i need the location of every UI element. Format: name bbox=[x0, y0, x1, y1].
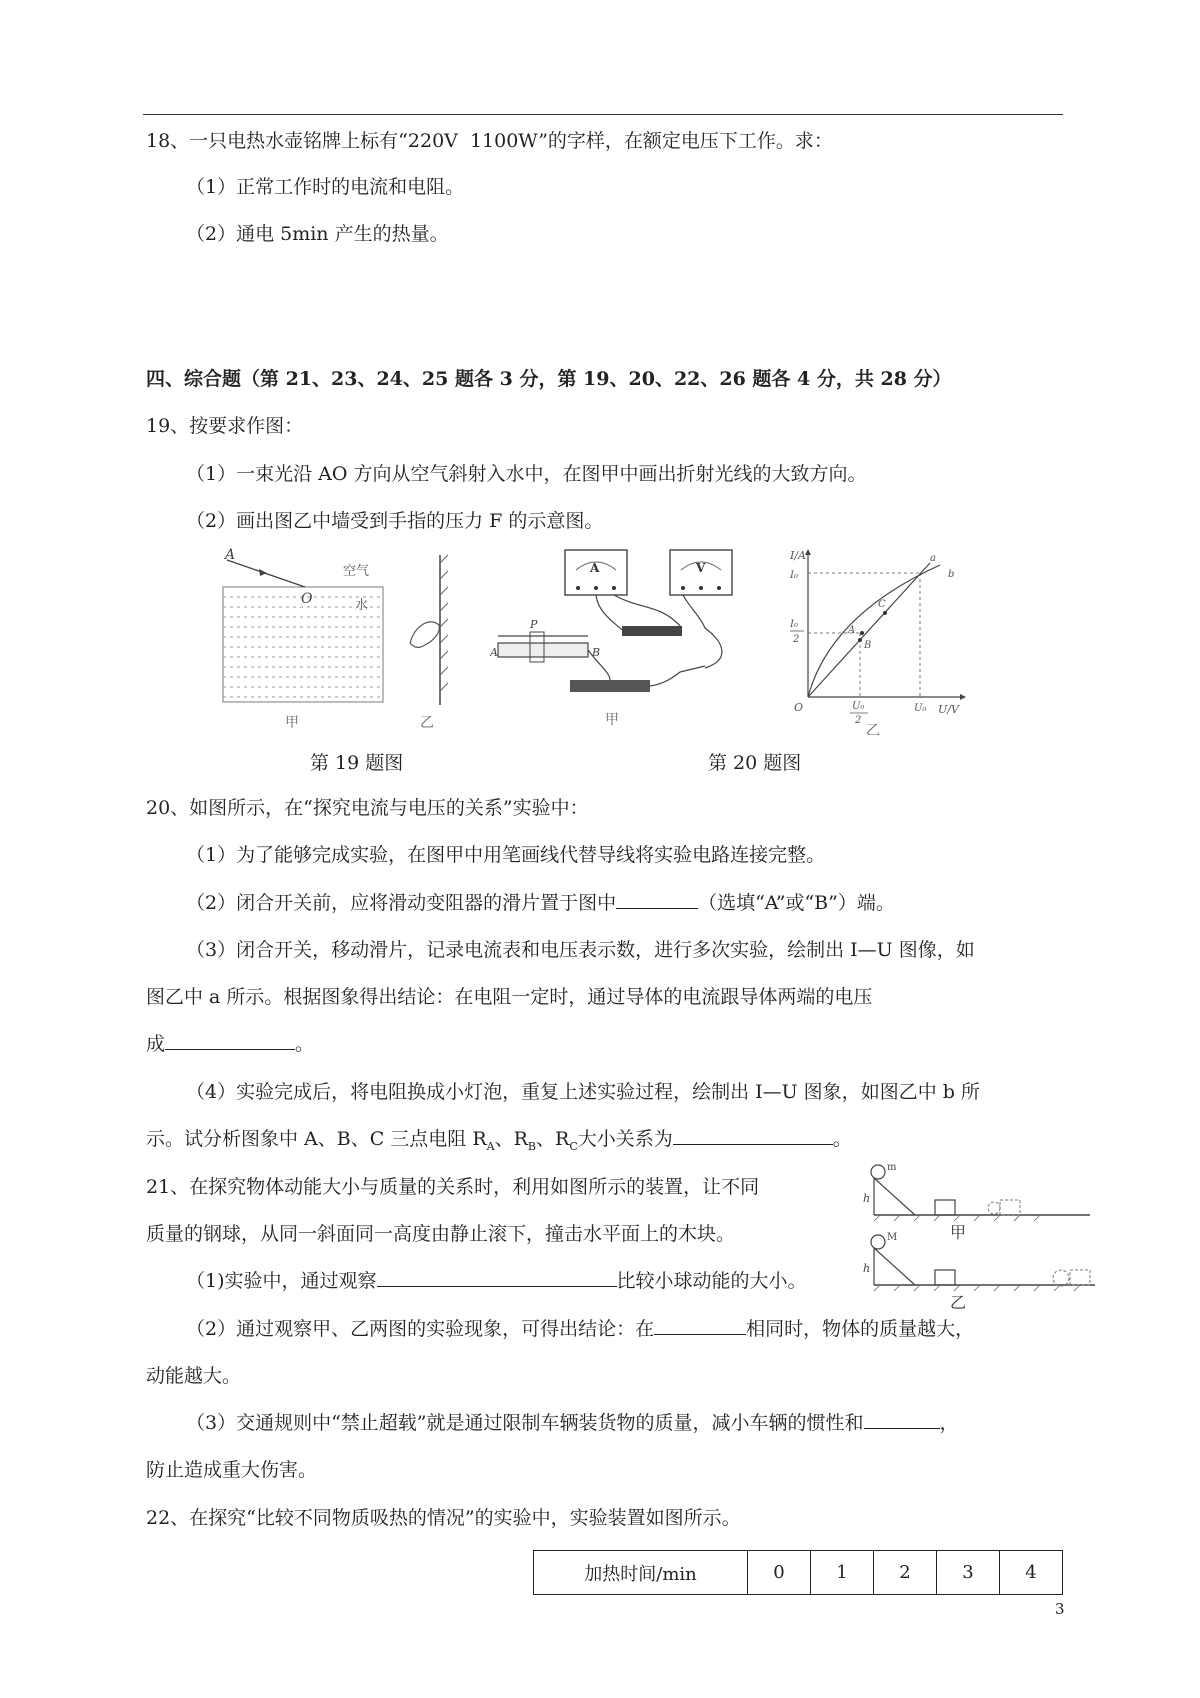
table-cell: 0 bbox=[748, 1551, 811, 1595]
q20-U0-half-den: 2 bbox=[855, 715, 862, 726]
q20-part1: （1）为了能够完成实验，在图甲中用笔画线代替导线将实验电路连接完整。 bbox=[186, 844, 826, 866]
q20-figure-graph bbox=[790, 545, 970, 735]
q22-table bbox=[533, 1550, 1063, 1595]
q21-stem-line2: 质量的钢球，从同一斜面同一高度由静止滚下，撞击水平面上的木块。 bbox=[146, 1223, 736, 1245]
q20-ammeter-label: A bbox=[590, 561, 600, 575]
q20-part3-line2: 图乙中 a 所示。根据图象得出结论：在电阻一定时，通过导体的电流跟导体两端的电压 bbox=[146, 986, 873, 1008]
q19-stem: 19、按要求作图： bbox=[146, 415, 304, 437]
q20-pt-B: B bbox=[864, 640, 872, 651]
table-cell: 4 bbox=[1000, 1551, 1063, 1595]
q20-part3-line3: 成 。 bbox=[146, 1033, 315, 1055]
q20-I0-half-den: 2 bbox=[793, 634, 800, 645]
q21-fig-h2: h bbox=[863, 1262, 871, 1275]
q21-part2-cont: 动能越大。 bbox=[146, 1365, 242, 1387]
q21-blank-3[interactable] bbox=[864, 1410, 940, 1429]
q19-part2: （2）画出图乙中墙受到手指的压力 F 的示意图。 bbox=[186, 510, 604, 532]
q20-part4-line1: （4）实验完成后，将电阻换成小灯泡，重复上述实验过程，绘制出 I—U 图象，如图乙中 b 所 bbox=[186, 1081, 980, 1103]
q20-axis-U: U/V bbox=[938, 703, 959, 716]
q20-blank-2[interactable] bbox=[616, 890, 698, 909]
table-header-cell: 加热时间/min bbox=[534, 1551, 748, 1595]
q20-rheostat-B: B bbox=[592, 646, 601, 659]
q21-blank-2[interactable] bbox=[654, 1316, 746, 1335]
q21-blank-1[interactable] bbox=[377, 1268, 617, 1287]
q21-fig-label-jia: 甲 bbox=[950, 1223, 967, 1242]
q20-caption: 第 20 题图 bbox=[708, 752, 802, 774]
q18-part1: （1）正常工作时的电流和电阻。 bbox=[186, 176, 465, 198]
q19-figure bbox=[215, 545, 455, 735]
q20-I0: I₀ bbox=[790, 570, 798, 581]
q21-part3: （3）交通规则中“禁止超载”就是通过限制车辆装货物的质量，减小车辆的惯性和 ， bbox=[186, 1412, 959, 1434]
table-cell: 1 bbox=[811, 1551, 874, 1595]
q19-fig-label-yi: 乙 bbox=[420, 715, 434, 731]
q19-fig-label-water: 水 bbox=[355, 598, 369, 613]
q22-stem: 22、在探究“比较不同物质吸热的情况”的实验中，实验装置如图所示。 bbox=[146, 1507, 741, 1529]
q20-stem: 20、如图所示，在“探究电流与电压的关系”实验中： bbox=[146, 797, 589, 819]
q20-pt-C: C bbox=[878, 599, 886, 610]
q20-figure-circuit bbox=[490, 548, 780, 728]
q20-U0-half-num: U₀ bbox=[852, 701, 865, 712]
q20-pt-A: A bbox=[848, 625, 856, 636]
q20-curve-b: b bbox=[948, 569, 955, 580]
q19-fig-label-air: 空气 bbox=[343, 564, 370, 579]
q21-fig-m: m bbox=[887, 1162, 897, 1173]
q20-origin: O bbox=[794, 701, 804, 714]
q21-figure bbox=[860, 1160, 1095, 1310]
table-cell: 3 bbox=[937, 1551, 1000, 1595]
q18-stem: 18、一只电热水壶铭牌上标有“220V 1100W”的字样，在额定电压下工作。求： bbox=[146, 130, 833, 152]
q20-rheostat-A: A bbox=[490, 646, 498, 659]
q19-fig-label-O: O bbox=[301, 591, 313, 607]
q20-fig-label-jia: 甲 bbox=[605, 712, 619, 728]
q20-part2: （2）闭合开关前，应将滑动变阻器的滑片置于图中 （选填“A”或“B”）端。 bbox=[186, 892, 895, 914]
q19-caption: 第 19 题图 bbox=[310, 752, 404, 774]
q20-voltmeter-label: V bbox=[696, 561, 706, 575]
q20-fig-label-yi: 乙 bbox=[866, 723, 880, 735]
section4-title: 四、综合题（第 21、23、24、25 题各 3 分，第 19、20、22、26 题各 4 分，共 28 分） bbox=[146, 368, 952, 390]
q21-stem-line1: 21、在探究物体动能大小与质量的关系时，利用如图所示的装置，让不同 bbox=[146, 1176, 760, 1198]
q21-part1: （1)实验中，通过观察 比较小球动能的大小。 bbox=[186, 1270, 807, 1292]
q21-fig-label-yi: 乙 bbox=[950, 1293, 967, 1310]
q20-rheostat-P: P bbox=[530, 618, 538, 631]
table-row bbox=[534, 1551, 1063, 1595]
q19-fig-label-A: A bbox=[225, 547, 236, 563]
q21-part3-cont: 防止造成重大伤害。 bbox=[146, 1459, 318, 1481]
q18-part2: （2）通电 5min 产生的热量。 bbox=[186, 223, 449, 245]
q19-part1: （1）一束光沿 AO 方向从空气斜射入水中，在图甲中画出折射光线的大致方向。 bbox=[186, 463, 867, 485]
q20-U0: U₀ bbox=[914, 703, 927, 714]
q19-fig-label-jia: 甲 bbox=[285, 715, 299, 731]
q21-part2: （2）通过观察甲、乙两图的实验现象，可得出结论：在 相同时，物体的质量越大， bbox=[186, 1318, 975, 1340]
q20-part4-line2: 示。试分析图象中 A、B、C 三点电阻 $R_A$、$R_B$、$R_C$大小关系为 。 bbox=[146, 1128, 852, 1153]
q20-blank-4[interactable] bbox=[673, 1126, 833, 1145]
q20-curve-a: a bbox=[930, 553, 936, 564]
header-rule bbox=[143, 114, 1063, 115]
q20-blank-3[interactable] bbox=[165, 1031, 295, 1050]
q20-I0-half-num: I₀ bbox=[790, 619, 798, 630]
q21-fig-h1: h bbox=[863, 1192, 871, 1205]
page-number: 3 bbox=[1055, 1600, 1065, 1618]
table-cell: 2 bbox=[874, 1551, 937, 1595]
q20-part3-line1: （3）闭合开关，移动滑片，记录电流表和电压表示数，进行多次实验，绘制出 I—U 图像，如 bbox=[186, 939, 975, 961]
q20-axis-I: I/A bbox=[790, 549, 806, 562]
q21-fig-M: M bbox=[887, 1232, 898, 1243]
